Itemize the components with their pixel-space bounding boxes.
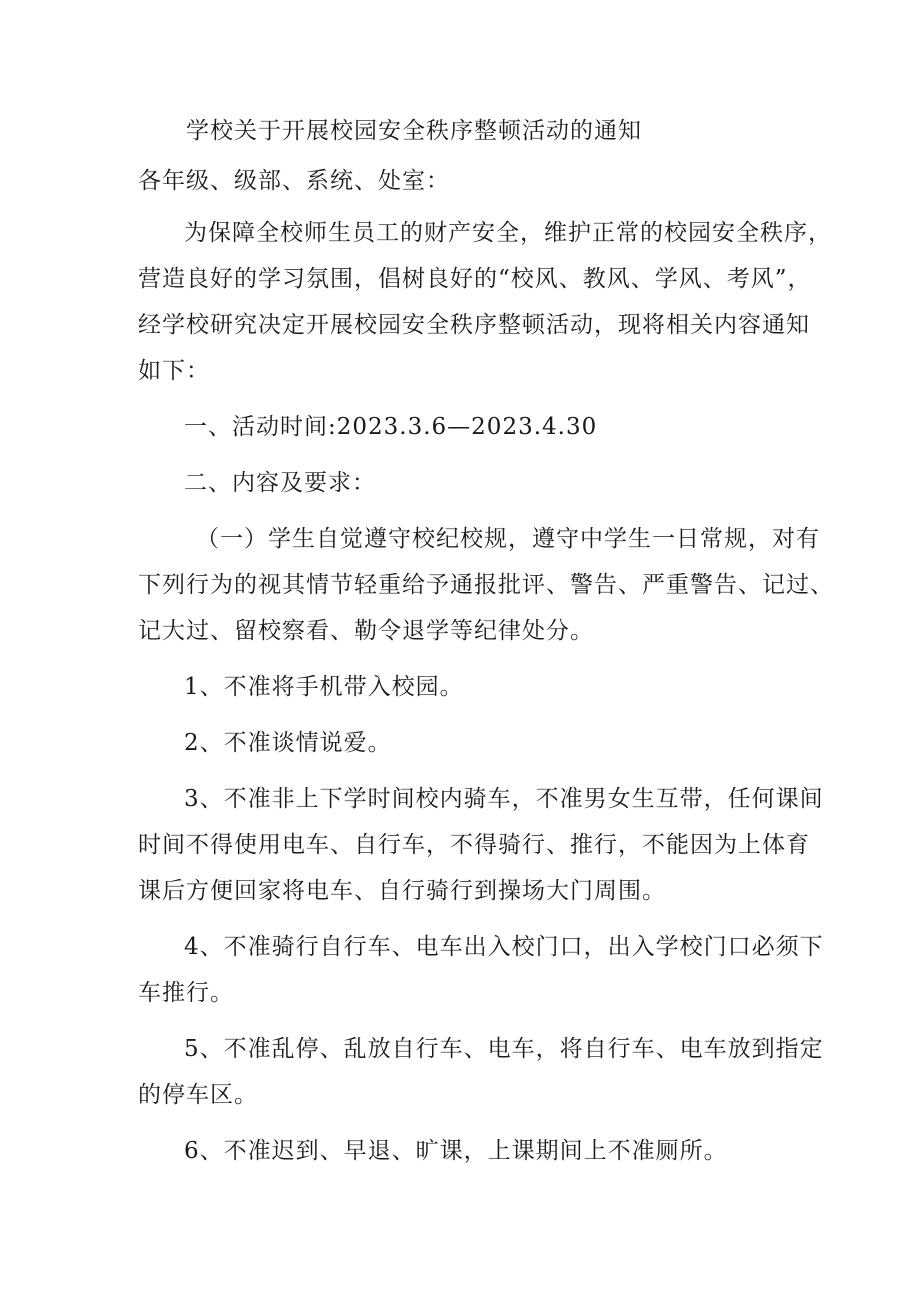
- rule-line: 4、不准骑行自行车、电车出入校门口，出入学校门口必须下: [184, 934, 824, 960]
- section-heading: 一、活动时间:2023.3.6—2023.4.30: [184, 414, 598, 440]
- intro-line: 经学校研究决定开展校园安全秩序整顿活动，现将相关内容通知: [138, 312, 810, 338]
- rule-item: [138, 776, 824, 914]
- subsection-line: 下列行为的视其情节轻重给予通报批评、警告、严重警告、记过、: [138, 572, 834, 598]
- subsection-one: [138, 516, 834, 654]
- rule-line: 课后方便回家将电车、自行骑行到操场大门周围。: [138, 878, 666, 904]
- rule-item: [138, 664, 788, 710]
- section-activity-time: [138, 404, 788, 450]
- rule-line: 3、不准非上下学时间校内骑车，不准男女生互带，任何课间: [184, 786, 824, 812]
- document-title: 学校关于开展校园安全秩序整顿活动的通知: [186, 118, 642, 144]
- rule-line: 5、不准乱停、乱放自行车、电车，将自行车、电车放到指定: [184, 1036, 824, 1062]
- rule-line: 6、不准迟到、早退、旷课，上课期间上不准厕所。: [184, 1138, 728, 1164]
- rule-item: [138, 1128, 788, 1174]
- rule-line: 1、不准将手机带入校园。: [184, 674, 464, 700]
- intro-paragraph: [138, 210, 832, 394]
- rule-item: [138, 924, 824, 1016]
- intro-line: 如下：: [138, 358, 210, 384]
- intro-line: 为保障全校师生员工的财产安全，维护正常的校园安全秩序，: [184, 220, 832, 246]
- subsection-line: （一）学生自觉遵守校纪校规，遵守中学生一日常规，对有: [196, 526, 820, 552]
- rule-item: [138, 720, 788, 766]
- salutation: 各年级、级部、系统、处室：: [138, 168, 450, 194]
- rule-line: 的停车区。: [138, 1082, 258, 1108]
- section-heading: 二、内容及要求：: [184, 470, 376, 496]
- rule-line: 时间不得使用电车、自行车，不得骑行、推行，不能因为上体育: [138, 832, 810, 858]
- rule-line: 2、不准谈情说爱。: [184, 730, 392, 756]
- subsection-line: 记大过、留校察看、勒令退学等纪律处分。: [138, 618, 594, 644]
- rule-line: 车推行。: [138, 980, 234, 1006]
- section-content-requirements: [138, 460, 788, 506]
- intro-line: 营造良好的学习氛围，倡树良好的“校风、教风、学风、考风”，: [138, 266, 812, 292]
- rule-item: [138, 1026, 824, 1118]
